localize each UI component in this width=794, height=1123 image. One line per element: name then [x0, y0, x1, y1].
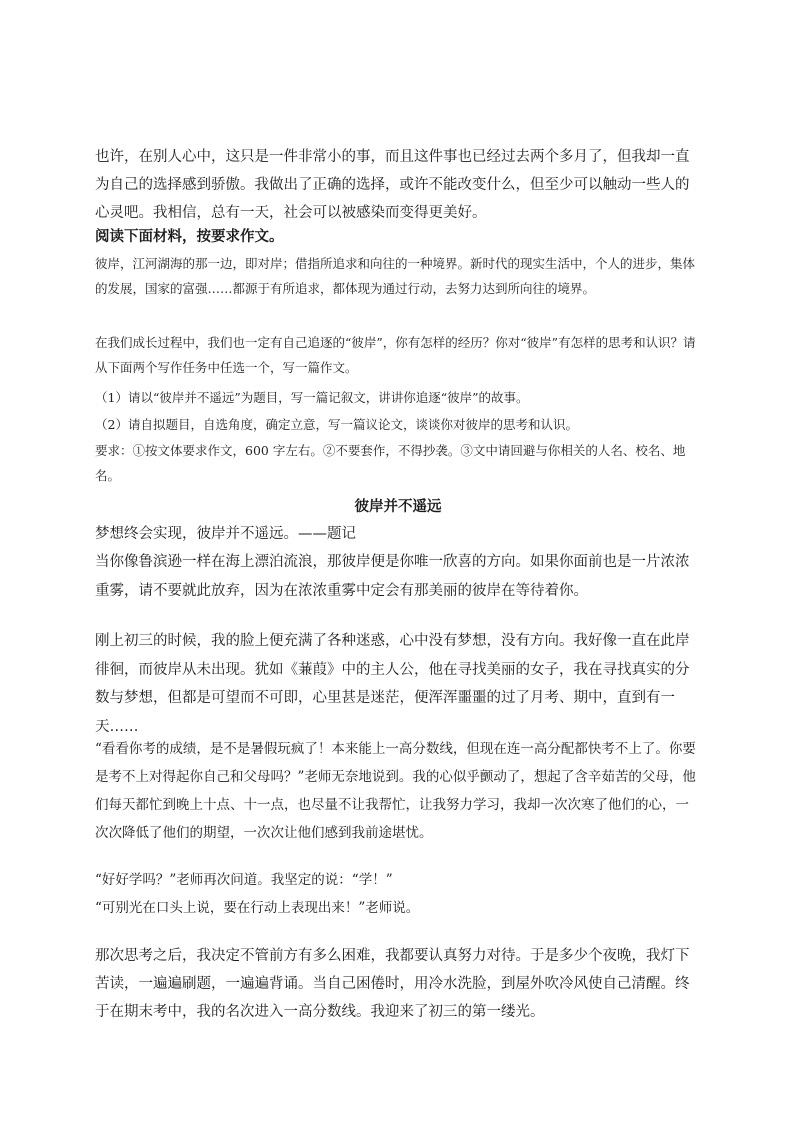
- requirements-paragraph: 要求：①按文体要求作文，600 字左右。②不要套作，不得抄袭。③文中请回避与你相关的人名、校名、地名。: [95, 443, 686, 483]
- task-heading: 阅读下面材料，按要求作文。: [95, 229, 284, 245]
- writing-option-2: （2）请自拟题目，自选角度，确定立意，写一篇议论文，谈谈你对彼岸的思考和认识。: [95, 417, 578, 432]
- essay-dialogue-1: “好好学吗？”老师再次问道。我坚定的说：“学！”: [95, 872, 393, 888]
- essay-dialogue-2: “可别光在口头上说，要在行动上表现出来！”老师说。: [95, 900, 420, 916]
- essay-paragraph-1: 当你像鲁滨逊一样在海上漂泊流浪，那彼岸便是你唯一欣喜的方向。如果你面前也是一片浓浓重雾，请不要就此放弃，因为在浓浓重雾中定会有那美丽的彼岸在等待着你。: [95, 554, 690, 599]
- essay-title: 彼岸并不遥远: [354, 499, 442, 515]
- essay-epigraph: 梦想终会实现，彼岸并不遥远。——题记: [95, 526, 356, 542]
- essay-paragraph-5: 那次思考之后，我决定不管前方有多么困难，我都要认真努力对待。于是多少个夜晚，我灯下苦读，一遍遍刷题，一遍遍背诵。当自己困倦时，用冷水洗脸，到屋外吹冷风使自己清醒。终于在期末考中，我的名次进入一高分数线。我迎来了初三的第一缕光。: [95, 948, 690, 1020]
- writing-option-1: （1）请以“彼岸并不遥远”为题目，写一篇记叙文，讲讲你追逐“彼岸”的故事。: [95, 390, 529, 405]
- material-paragraph-1: 彼岸，江河湖海的那一边，即对岸；借指所追求和向往的一种境界。新时代的现实生活中，个人的进步，集体的发展，国家的富强……都源于有所追求，都体现为通过行动，去努力达到所向往的境界。: [95, 256, 696, 296]
- essay-paragraph-2: 刚上初三的时候，我的脸上便充满了各种迷惑，心中没有梦想，没有方向。我好像一直在此岸徘徊，而彼岸从未出现。犹如《蒹葭》中的主人公，他在寻找美丽的女子，我在寻找真实的分数与梦想，但都是可望而不可即，心里甚是迷茫，便浑浑噩噩的过了月考、期中，直到有一天……: [95, 633, 690, 735]
- essay-paragraph-3: “看看你考的成绩，是不是暑假玩疯了！本来能上一高分数线，但现在连一高分配都快考不上了。你要是考不上对得起你自己和父母吗？”老师无奈地说到。我的心似乎颤动了，想起了含辛茹苦的父母，他们每天都忙到晚上十点、十一点，也尽量不让我帮忙，让我努力学习，我却一次次寒了他们的心，一次次降低了他们的期望，一次次让他们感到我前途堪忧。: [95, 741, 696, 841]
- material-paragraph-2: 在我们成长过程中，我们也一定有自己追逐的“彼岸”，你有怎样的经历？你对“彼岸”有怎样的思考和认识？请从下面两个写作任务中任选一个，写一篇作文。: [95, 335, 696, 375]
- intro-paragraph: 也许，在别人心中，这只是一件非常小的事，而且这件事也已经过去两个多月了，但我却一直为自己的选择感到骄傲。我做出了正确的选择，或许不能改变什么，但至少可以触动一些人的心灵吧。我相信，总有一天，社会可以被感染而变得更美好。: [95, 149, 690, 221]
